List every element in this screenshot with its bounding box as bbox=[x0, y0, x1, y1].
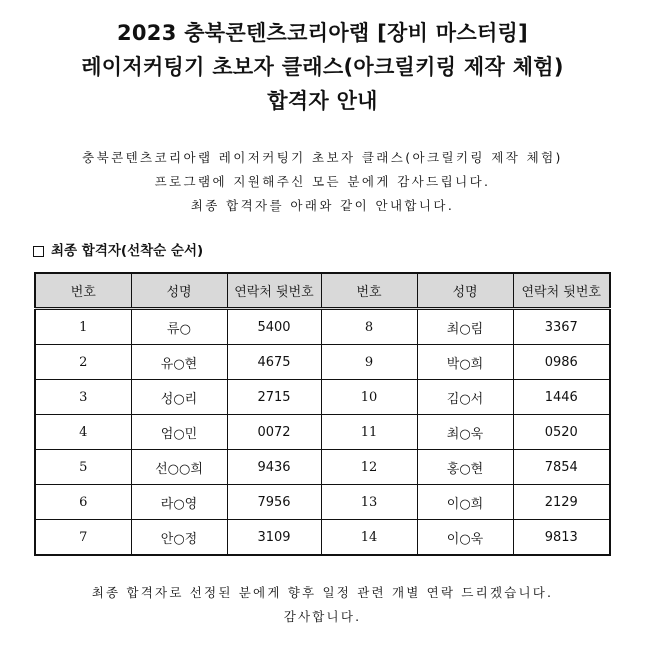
outro-line-1: 최종 합격자로 선정된 분에게 향후 일정 관련 개별 연락 드리겠습니다. bbox=[91, 585, 554, 600]
header-name: 성명 bbox=[417, 273, 513, 309]
header-number: 번호 bbox=[321, 273, 417, 309]
cell-number: 9 bbox=[321, 345, 417, 380]
cell-name: 유○현 bbox=[131, 345, 227, 380]
cell-number: 5 bbox=[35, 450, 131, 485]
cell-number: 12 bbox=[321, 450, 417, 485]
header-name: 성명 bbox=[131, 273, 227, 309]
table-row bbox=[35, 520, 610, 556]
cell-phone: 0986 bbox=[513, 345, 610, 380]
cell-phone: 2715 bbox=[227, 380, 321, 415]
cell-name: 김○서 bbox=[417, 380, 513, 415]
table-row bbox=[35, 345, 610, 380]
cell-name: 이○욱 bbox=[417, 520, 513, 556]
cell-name: 최○림 bbox=[417, 309, 513, 345]
cell-phone: 5400 bbox=[227, 309, 321, 345]
cell-name: 선○○희 bbox=[131, 450, 227, 485]
cell-name: 성○리 bbox=[131, 380, 227, 415]
cell-number: 3 bbox=[35, 380, 131, 415]
table-row bbox=[35, 415, 610, 450]
cell-name: 이○희 bbox=[417, 485, 513, 520]
header-phone: 연락처 뒷번호 bbox=[513, 273, 610, 309]
cell-number: 4 bbox=[35, 415, 131, 450]
intro-line-3: 최종 합격자를 아래와 같이 안내합니다. bbox=[190, 198, 455, 213]
cell-name: 최○욱 bbox=[417, 415, 513, 450]
cell-phone: 0520 bbox=[513, 415, 610, 450]
cell-phone: 7956 bbox=[227, 485, 321, 520]
cell-number: 2 bbox=[35, 345, 131, 380]
cell-phone: 3367 bbox=[513, 309, 610, 345]
cell-phone: 2129 bbox=[513, 485, 610, 520]
header-phone: 연락처 뒷번호 bbox=[227, 273, 321, 309]
table-row bbox=[35, 309, 610, 345]
cell-phone: 9436 bbox=[227, 450, 321, 485]
cell-name: 라○영 bbox=[131, 485, 227, 520]
table-row bbox=[35, 380, 610, 415]
cell-phone: 0072 bbox=[227, 415, 321, 450]
outro-line-2: 감사합니다. bbox=[283, 609, 362, 624]
intro-line-2: 프로그램에 지원해주신 모든 분에게 감사드립니다. bbox=[154, 174, 491, 189]
cell-number: 13 bbox=[321, 485, 417, 520]
cell-phone: 3109 bbox=[227, 520, 321, 556]
cell-phone: 1446 bbox=[513, 380, 610, 415]
cell-phone: 7854 bbox=[513, 450, 610, 485]
title-line-1: 2023 충북콘텐츠코리아랩 [장비 마스터링] bbox=[116, 21, 529, 45]
checkbox-square-icon bbox=[33, 246, 44, 257]
cell-phone: 4675 bbox=[227, 345, 321, 380]
cell-number: 14 bbox=[321, 520, 417, 556]
cell-number: 8 bbox=[321, 309, 417, 345]
results-table bbox=[34, 272, 611, 556]
cell-number: 10 bbox=[321, 380, 417, 415]
table-row bbox=[35, 485, 610, 520]
intro-line-1: 충북콘텐츠코리아랩 레이저커팅기 초보자 클래스(아크릴키링 제작 체험) bbox=[82, 150, 563, 165]
cell-name: 안○정 bbox=[131, 520, 227, 556]
section-heading-text: 최종 합격자(선착순 순서) bbox=[51, 243, 204, 259]
cell-name: 홍○현 bbox=[417, 450, 513, 485]
title-line-3: 합격자 안내 bbox=[267, 89, 378, 113]
cell-number: 11 bbox=[321, 415, 417, 450]
cell-name: 엄○민 bbox=[131, 415, 227, 450]
header-number: 번호 bbox=[35, 273, 131, 309]
cell-name: 류○ bbox=[131, 309, 227, 345]
table-header-row bbox=[35, 273, 610, 309]
section-heading bbox=[33, 240, 203, 262]
cell-name: 박○희 bbox=[417, 345, 513, 380]
cell-number: 1 bbox=[35, 309, 131, 345]
cell-number: 7 bbox=[35, 520, 131, 556]
title-line-2: 레이저커팅기 초보자 클래스(아크릴키링 제작 체험) bbox=[81, 55, 564, 79]
cell-number: 6 bbox=[35, 485, 131, 520]
table-row bbox=[35, 450, 610, 485]
cell-phone: 9813 bbox=[513, 520, 610, 556]
